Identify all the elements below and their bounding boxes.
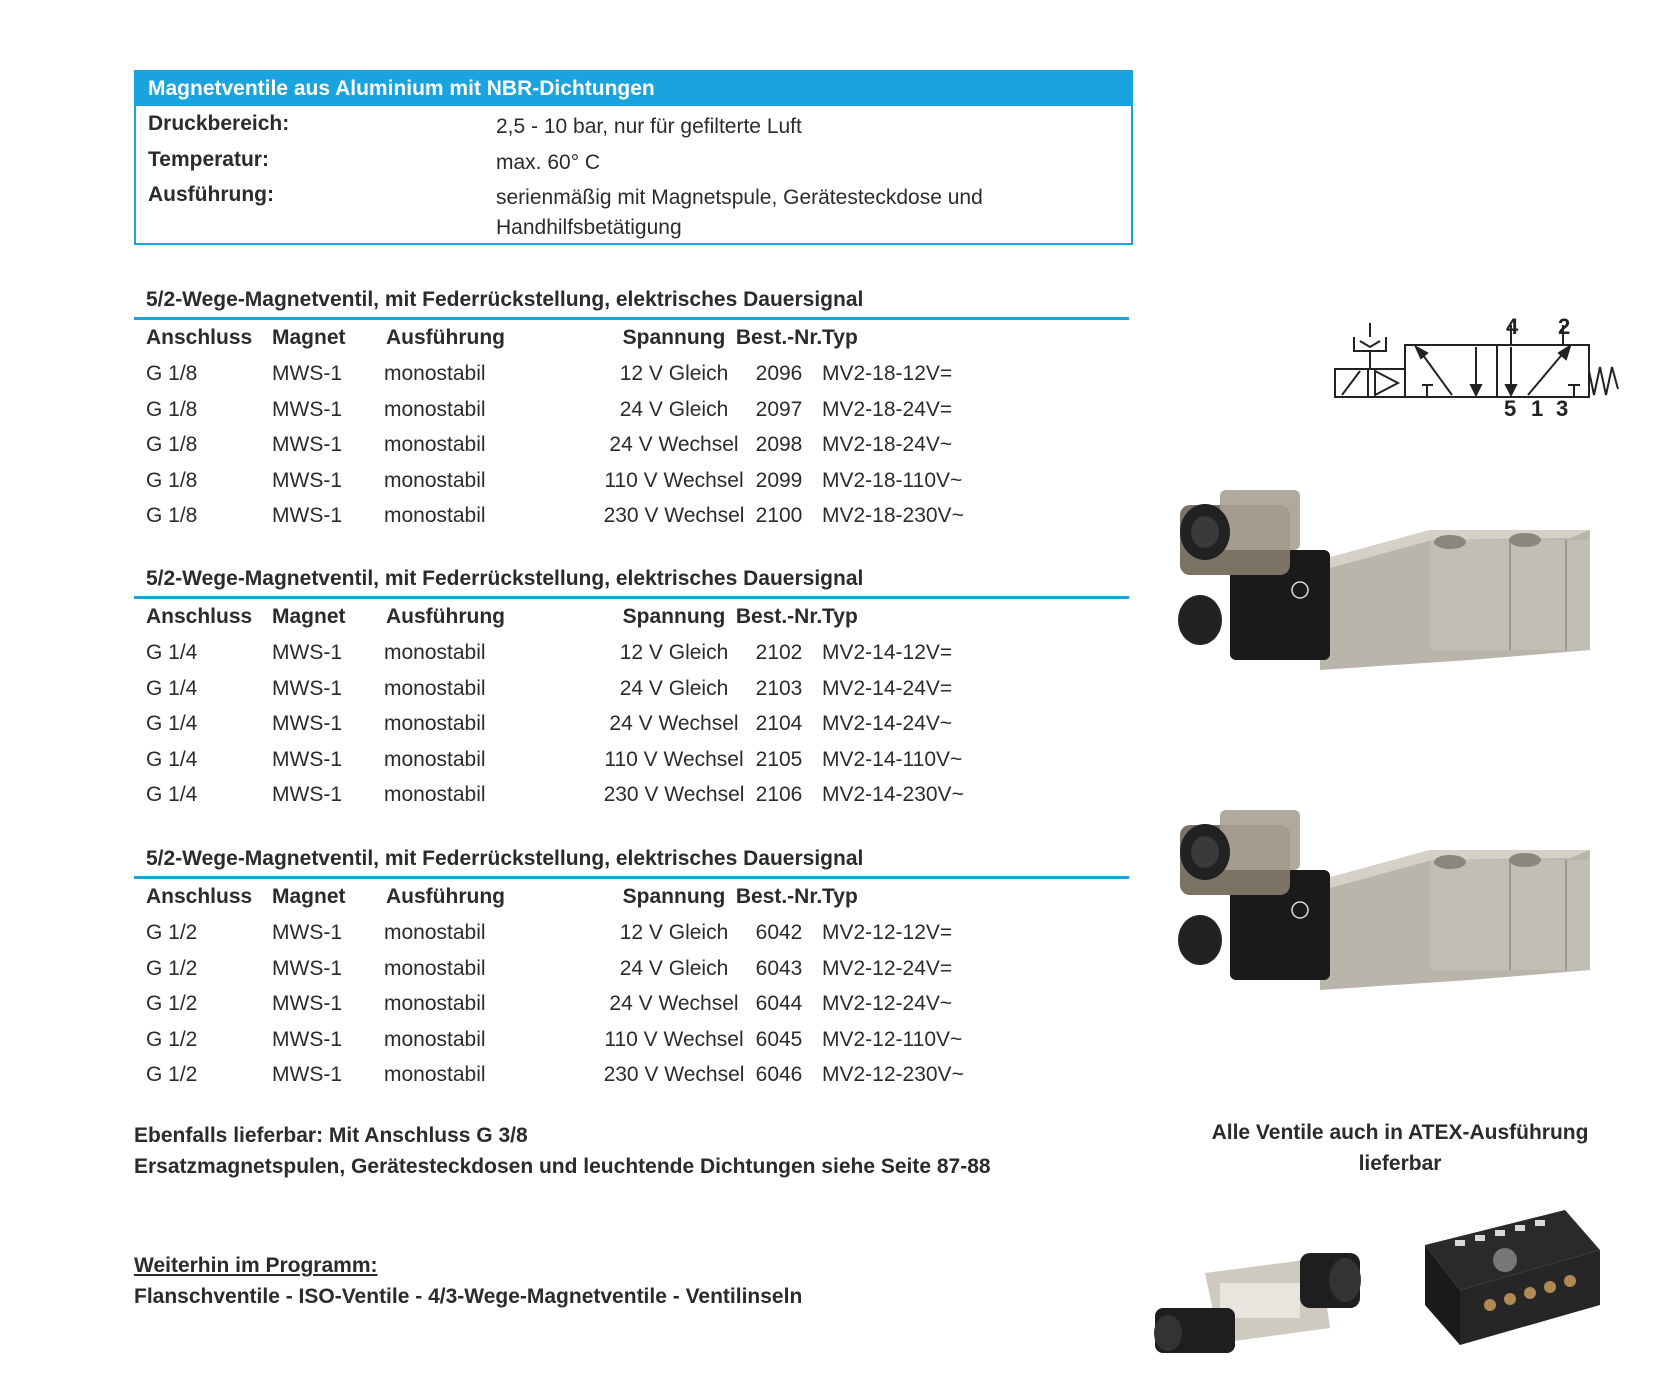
cell-magnet: MWS-1 [272, 641, 342, 664]
cell-magnet: MWS-1 [272, 397, 342, 421]
cell-bestnr: 2096 [755, 362, 803, 385]
note-line: Ersatzmagnetspulen, Gerätesteckdosen und leuchtende Dichtungen siehe Seite 87-88 [134, 1155, 991, 1178]
table-header [134, 320, 1129, 356]
cell-typ: MV2-14-24V~ [822, 712, 953, 736]
atex-line: Alle Ventile auch in ATEX-Ausführung [1211, 1121, 1589, 1144]
cell-typ: MV2-14-110V~ [822, 747, 963, 771]
cell-bestnr: 6043 [755, 956, 803, 980]
program-section [134, 1250, 802, 1312]
cell-ausfuehrung: monostabil [384, 468, 486, 492]
col-header-spannung: Spannung [622, 605, 726, 628]
spec-label: Ausführung: [148, 183, 274, 206]
cell-anschluss: G 1/8 [146, 362, 198, 385]
atex-note [1200, 1117, 1600, 1179]
cell-spannung: 24 V Gleich [619, 956, 729, 980]
table-row [134, 777, 1129, 813]
spec-value: max. 60° C [496, 151, 601, 174]
cell-magnet: MWS-1 [272, 747, 342, 771]
cell-typ: MV2-14-24V= [822, 676, 953, 700]
cell-magnet: MWS-1 [272, 783, 342, 807]
cell-ausfuehrung: monostabil [384, 362, 486, 385]
note-line: Ebenfalls lieferbar: Mit Anschluss G 3/8 [134, 1124, 528, 1147]
cell-typ: MV2-14-12V= [822, 641, 953, 664]
table-row [134, 463, 1129, 499]
cell-bestnr: 2104 [755, 712, 803, 736]
valve-section-g14 [134, 562, 1129, 813]
cell-magnet: MWS-1 [272, 504, 342, 528]
spec-title: Magnetventile aus Aluminium mit NBR-Dichtungen [136, 72, 1131, 106]
valve-circuit-symbol [1330, 315, 1620, 420]
cell-anschluss: G 1/4 [146, 641, 198, 664]
cell-bestnr: 2102 [755, 641, 803, 664]
cell-anschluss: G 1/4 [146, 676, 198, 700]
spec-label: Temperatur: [148, 148, 269, 171]
cell-anschluss: G 1/8 [146, 397, 198, 421]
cell-spannung: 24 V Wechsel [609, 433, 739, 457]
cell-ausfuehrung: monostabil [384, 921, 486, 944]
program-heading: Weiterhin im Programm: [134, 1254, 378, 1277]
cell-ausfuehrung: monostabil [384, 747, 486, 771]
cell-ausfuehrung: monostabil [384, 712, 486, 736]
cell-anschluss: G 1/8 [146, 433, 198, 457]
cell-spannung: 12 V Gleich [619, 362, 729, 385]
cell-ausfuehrung: monostabil [384, 1027, 486, 1051]
table-row [134, 392, 1129, 428]
program-items: Flanschventile - ISO-Ventile - 4/3-Wege-Magnetventile - Ventilinseln [134, 1285, 803, 1308]
valve-section-g12 [134, 842, 1129, 1093]
cell-anschluss: G 1/2 [146, 1063, 198, 1087]
cell-ausfuehrung: monostabil [384, 783, 486, 807]
solenoid-valve-photo [1170, 800, 1590, 1005]
cell-bestnr: 2099 [755, 468, 803, 492]
cell-bestnr: 6045 [755, 1027, 803, 1051]
port-label-2: 2 [1558, 315, 1571, 339]
spec-value: 2,5 - 10 bar, nur für gefilterte Luft [496, 115, 802, 138]
col-header-spannung: Spannung [622, 885, 726, 908]
col-header-anschluss: Anschluss [146, 326, 253, 349]
col-header-ausfuehrung: Ausführung [386, 605, 505, 628]
cell-bestnr: 6046 [755, 1063, 803, 1087]
cell-anschluss: G 1/2 [146, 956, 198, 980]
cell-typ: MV2-18-24V= [822, 397, 953, 421]
col-header-typ: Typ [822, 885, 858, 908]
cell-bestnr: 2097 [755, 397, 803, 421]
cell-anschluss: G 1/2 [146, 992, 198, 1016]
col-header-bestnr: Best.-Nr. [735, 885, 823, 908]
cell-bestnr: 2103 [755, 676, 803, 700]
cell-ausfuehrung: monostabil [384, 1063, 486, 1087]
solenoid-valve-photo [1170, 480, 1590, 685]
table-row [134, 498, 1129, 534]
cell-bestnr: 2105 [755, 747, 803, 771]
cell-spannung: 24 V Wechsel [609, 992, 739, 1016]
port-label-4: 4 [1506, 315, 1519, 339]
cell-typ: MV2-18-230V~ [822, 504, 964, 528]
cell-bestnr: 6042 [755, 921, 803, 944]
flange-valve-photo [1150, 1238, 1375, 1358]
cell-typ: MV2-18-24V~ [822, 433, 953, 457]
cell-spannung: 12 V Gleich [619, 921, 729, 944]
col-header-typ: Typ [822, 326, 858, 349]
table-row [134, 915, 1129, 951]
cell-ausfuehrung: monostabil [384, 641, 486, 664]
section-title: 5/2-Wege-Magnetventil, mit Federrückstellung, elektrisches Dauersignal [134, 842, 1129, 879]
port-label-1: 1 [1531, 396, 1544, 420]
cell-spannung: 110 V Wechsel [604, 468, 744, 492]
cell-typ: MV2-12-230V~ [822, 1063, 964, 1087]
footer-notes [134, 1120, 991, 1182]
cell-typ: MV2-18-12V= [822, 362, 953, 385]
col-header-magnet: Magnet [272, 885, 346, 908]
cell-spannung: 24 V Gleich [619, 676, 729, 700]
cell-magnet: MWS-1 [272, 956, 342, 980]
cell-spannung: 110 V Wechsel [604, 747, 744, 771]
cell-ausfuehrung: monostabil [384, 956, 486, 980]
cell-typ: MV2-12-110V~ [822, 1027, 963, 1051]
cell-spannung: 230 V Wechsel [603, 783, 745, 807]
cell-typ: MV2-14-230V~ [822, 783, 964, 807]
port-label-3: 3 [1556, 396, 1569, 420]
cell-typ: MV2-12-24V~ [822, 992, 953, 1016]
valve-island-photo [1395, 1205, 1605, 1355]
col-header-ausfuehrung: Ausführung [386, 885, 505, 908]
col-header-ausfuehrung: Ausführung [386, 326, 505, 349]
cell-spannung: 12 V Gleich [619, 641, 729, 664]
cell-magnet: MWS-1 [272, 712, 342, 736]
table-row [134, 706, 1129, 742]
cell-ausfuehrung: monostabil [384, 433, 486, 457]
cell-anschluss: G 1/4 [146, 783, 198, 807]
cell-anschluss: G 1/4 [146, 747, 198, 771]
cell-anschluss: G 1/2 [146, 921, 198, 944]
col-header-magnet: Magnet [272, 326, 346, 349]
table-row [134, 951, 1129, 987]
cell-typ: MV2-18-110V~ [822, 468, 963, 492]
spec-value: serienmäßig mit Magnetspule, Gerätesteckdose und Handhilfsbetätigung [496, 186, 983, 239]
cell-anschluss: G 1/2 [146, 1027, 198, 1051]
cell-magnet: MWS-1 [272, 1063, 342, 1087]
cell-magnet: MWS-1 [272, 1027, 342, 1051]
valve-section-g18 [134, 283, 1129, 534]
table-row [134, 1057, 1129, 1093]
col-header-bestnr: Best.-Nr. [735, 326, 823, 349]
cell-spannung: 24 V Gleich [619, 397, 729, 421]
table-row [134, 742, 1129, 778]
cell-typ: MV2-12-12V= [822, 921, 953, 944]
spec-box [134, 70, 1133, 245]
table-row [134, 427, 1129, 463]
cell-ausfuehrung: monostabil [384, 992, 486, 1016]
cell-spannung: 230 V Wechsel [603, 1063, 745, 1087]
cell-bestnr: 2100 [755, 504, 803, 528]
cell-magnet: MWS-1 [272, 921, 342, 944]
cell-bestnr: 6044 [755, 992, 803, 1016]
cell-magnet: MWS-1 [272, 468, 342, 492]
col-header-spannung: Spannung [622, 326, 726, 349]
table-row [134, 635, 1129, 671]
cell-spannung: 110 V Wechsel [604, 1027, 744, 1051]
port-label-5: 5 [1504, 396, 1517, 420]
cell-magnet: MWS-1 [272, 992, 342, 1016]
table-row [134, 986, 1129, 1022]
table-row [134, 671, 1129, 707]
cell-anschluss: G 1/8 [146, 504, 198, 528]
col-header-anschluss: Anschluss [146, 885, 253, 908]
cell-ausfuehrung: monostabil [384, 676, 486, 700]
spec-label: Druckbereich: [148, 112, 290, 135]
table-header [134, 879, 1129, 915]
cell-typ: MV2-12-24V= [822, 956, 953, 980]
cell-anschluss: G 1/8 [146, 468, 198, 492]
table-header [134, 599, 1129, 635]
col-header-bestnr: Best.-Nr. [735, 605, 823, 628]
section-title: 5/2-Wege-Magnetventil, mit Federrückstellung, elektrisches Dauersignal [134, 283, 1129, 320]
table-row [134, 1022, 1129, 1058]
cell-magnet: MWS-1 [272, 362, 342, 385]
cell-magnet: MWS-1 [272, 676, 342, 700]
col-header-typ: Typ [822, 605, 858, 628]
cell-spannung: 230 V Wechsel [603, 504, 745, 528]
section-title: 5/2-Wege-Magnetventil, mit Federrückstellung, elektrisches Dauersignal [134, 562, 1129, 599]
cell-anschluss: G 1/4 [146, 712, 198, 736]
col-header-anschluss: Anschluss [146, 605, 253, 628]
cell-magnet: MWS-1 [272, 433, 342, 457]
col-header-magnet: Magnet [272, 605, 346, 628]
atex-line: lieferbar [1358, 1152, 1442, 1175]
cell-ausfuehrung: monostabil [384, 504, 486, 528]
cell-bestnr: 2098 [755, 433, 803, 457]
cell-bestnr: 2106 [755, 783, 803, 807]
cell-ausfuehrung: monostabil [384, 397, 486, 421]
table-row [134, 356, 1129, 392]
cell-spannung: 24 V Wechsel [609, 712, 739, 736]
